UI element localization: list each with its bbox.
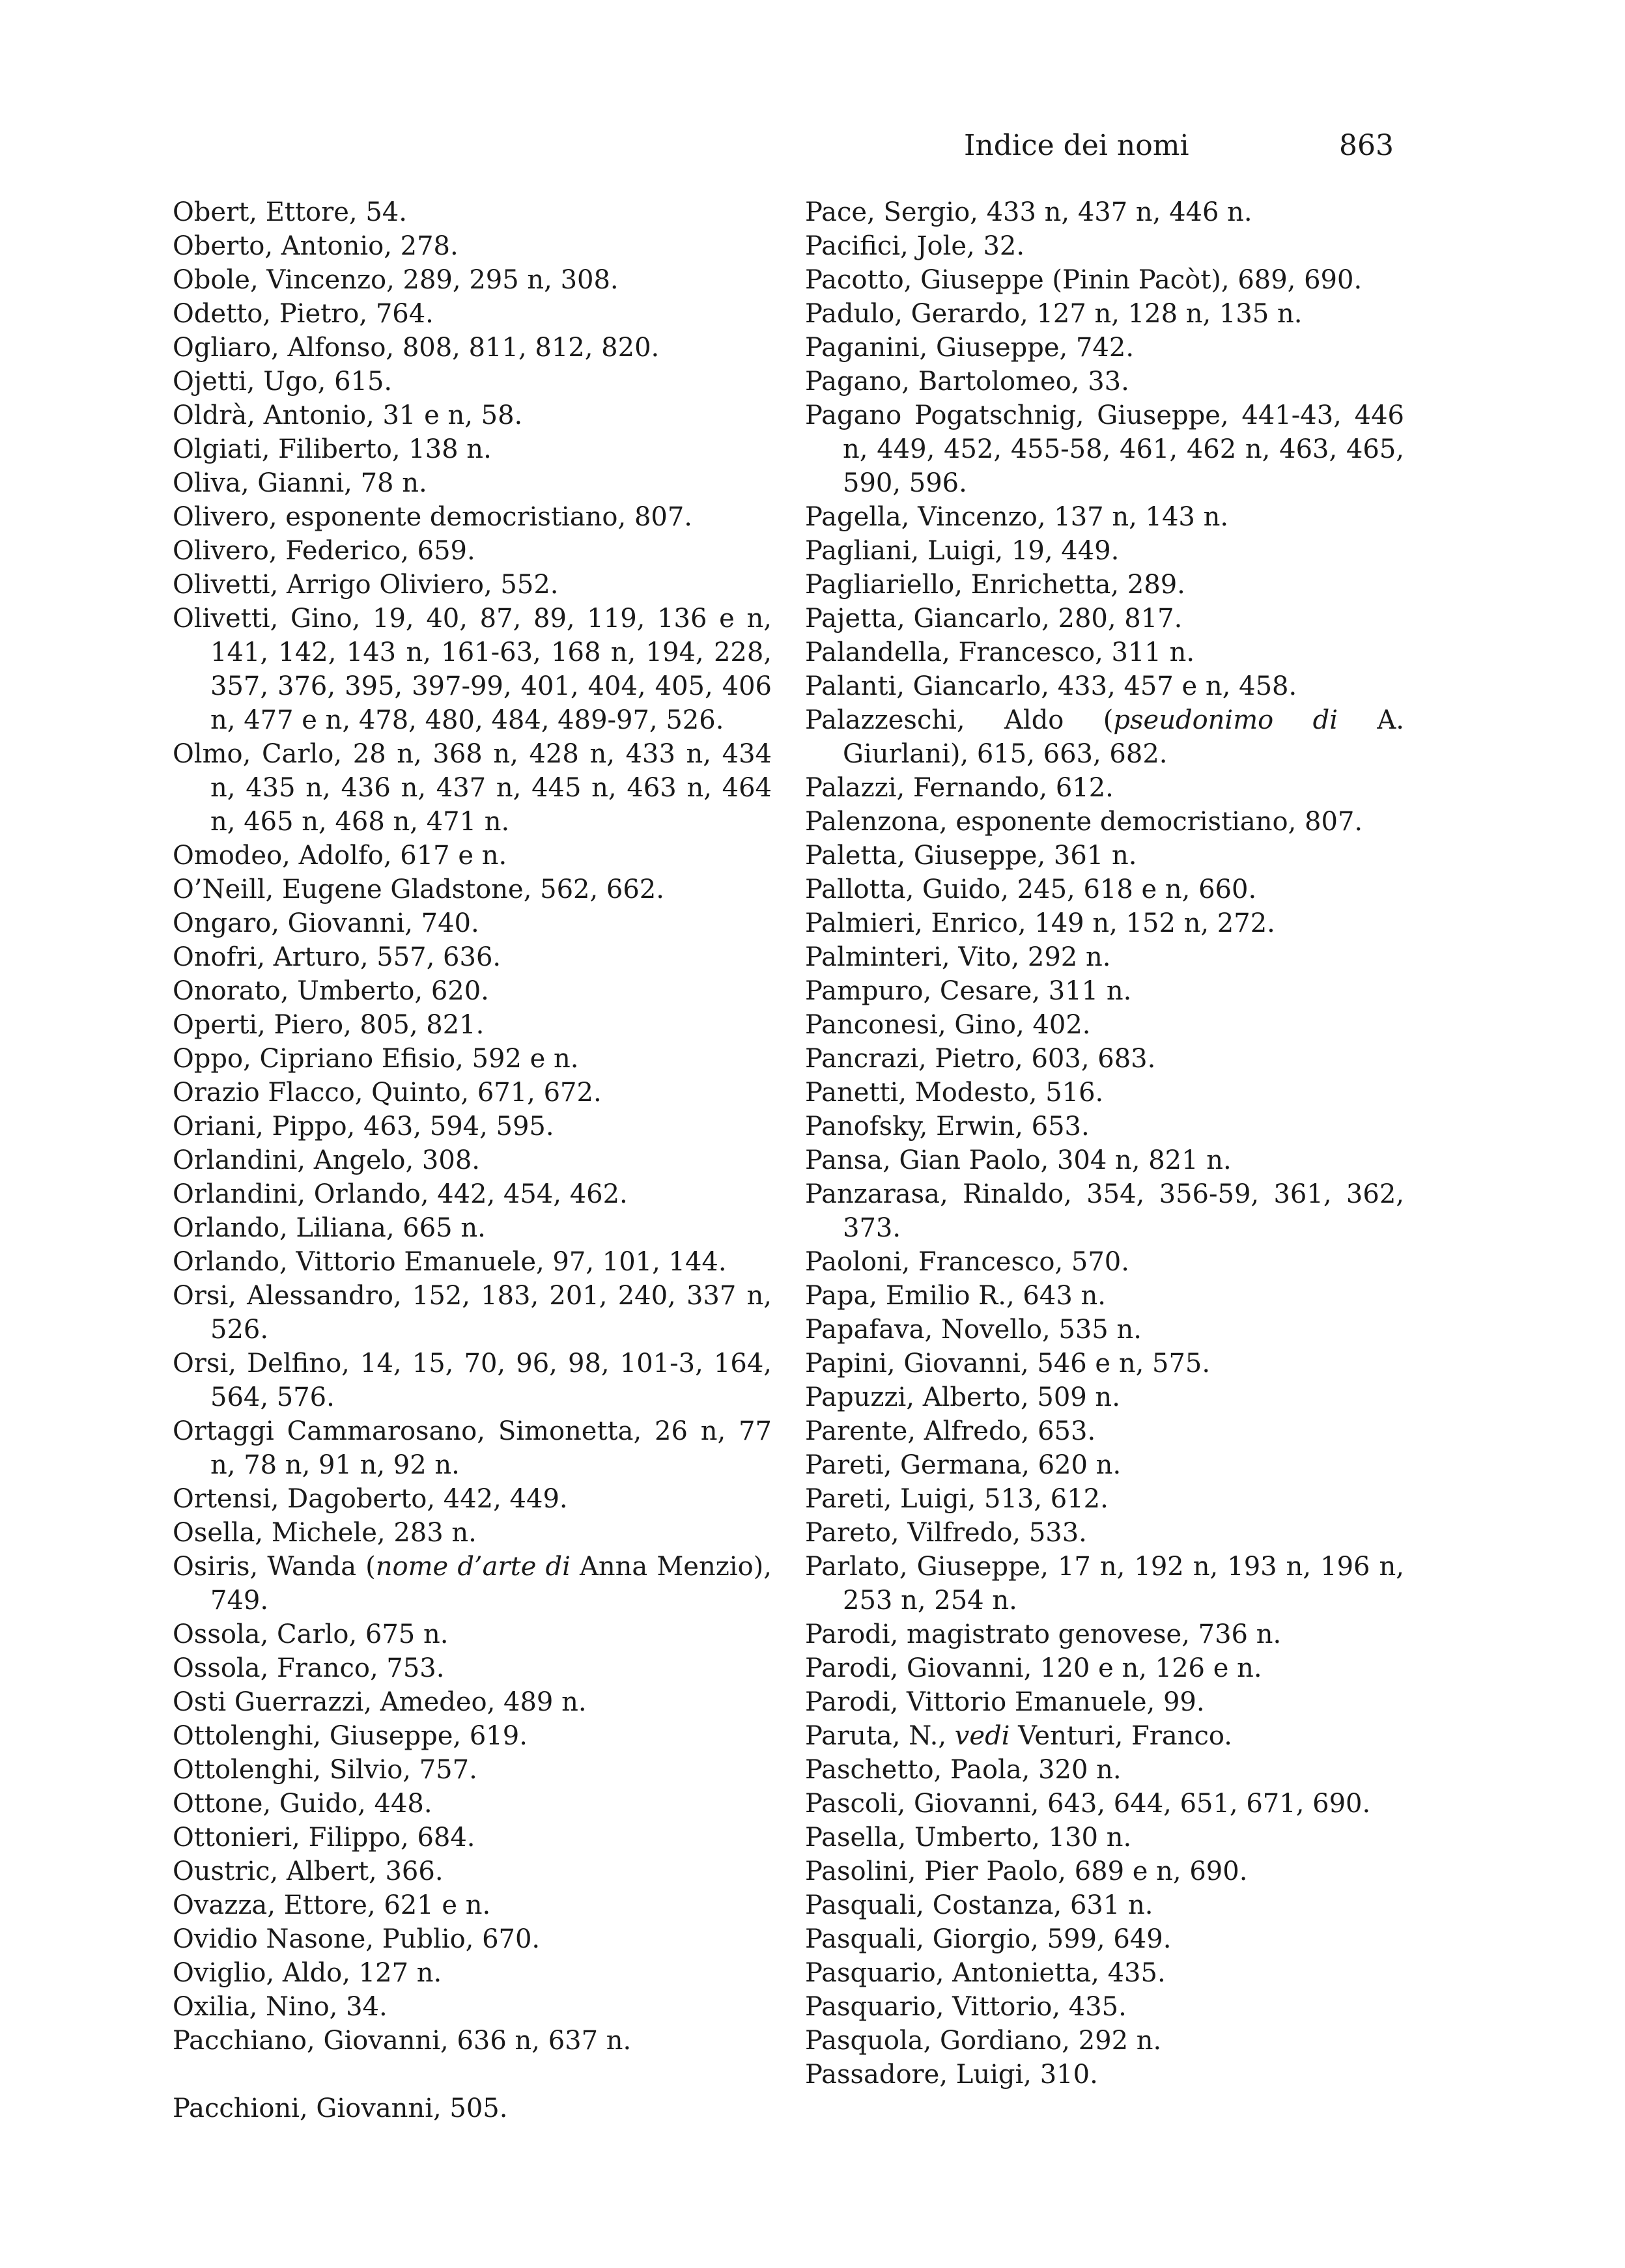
index-entry: Pasolini, Pier Paolo, 689 e n, 690. <box>805 1856 1248 1886</box>
index-entry: Ongaro, Giovanni, 740. <box>173 908 479 938</box>
index-entry: Pareto, Vilfredo, 533. <box>805 1518 1087 1548</box>
page-number: 863 <box>1339 129 1394 162</box>
index-entry: Oviglio, Aldo, 127 n. <box>173 1958 442 1988</box>
entry-italic-text: pseudonimo di <box>1113 705 1338 735</box>
index-entry: Onofri, Arturo, 557, 636. <box>173 942 502 972</box>
index-entry: Papa, Emilio R., 643 n. <box>805 1281 1106 1311</box>
index-entry: Olivetti, Gino, 19, 40, 87, 89, 119, 136 e n, 141, 142, 143 n, 161-63, 168 n, 194, 228, 357, 376, 395, 397-99, 401, 404, 405, 406 n, 477 e n, 478, 480, 484, 489-97, 526. <box>173 604 772 735</box>
index-entry: Papini, Giovanni, 546 e n, 575. <box>805 1349 1211 1379</box>
index-entry: Pascoli, Giovanni, 643, 644, 651, 671, 690. <box>805 1789 1371 1819</box>
index-entry: Pansa, Gian Paolo, 304 n, 821 n. <box>805 1145 1232 1175</box>
index-entry: Pagliariello, Enrichetta, 289. <box>805 570 1185 600</box>
index-entry: Paganini, Giuseppe, 742. <box>805 333 1135 363</box>
index-entry: Pasquali, Giorgio, 599, 649. <box>805 1924 1172 1954</box>
index-entry: Obert, Ettore, 54. <box>173 197 407 227</box>
entry-text: Anna Menzio), 749. <box>210 1552 772 1616</box>
index-entry: Ottolenghi, Silvio, 757. <box>173 1755 477 1785</box>
index-entry: Pagella, Vincenzo, 137 n, 143 n. <box>805 502 1229 532</box>
index-entry: Pasquali, Costanza, 631 n. <box>805 1890 1153 1920</box>
index-entry: Olivero, Federico, 659. <box>173 536 475 566</box>
index-entry: Orlandini, Orlando, 442, 454, 462. <box>173 1179 628 1209</box>
index-entry: Papafava, Novello, 535 n. <box>805 1315 1142 1345</box>
index-entry: Pancrazi, Pietro, 603, 683. <box>805 1044 1156 1074</box>
index-entry: Osti Guerrazzi, Amedeo, 489 n. <box>173 1687 587 1717</box>
index-entry: Obole, Vincenzo, 289, 295 n, 308. <box>173 265 619 295</box>
index-entry: Pasquario, Vittorio, 435. <box>805 1992 1127 2022</box>
index-entry: Olivetti, Arrigo Oliviero, 552. <box>173 570 559 600</box>
index-entry: Ortensi, Dagoberto, 442, 449. <box>173 1484 568 1514</box>
index-entry: Panetti, Modesto, 516. <box>805 1078 1104 1108</box>
index-entry: Omodeo, Adolfo, 617 e n. <box>173 841 507 871</box>
index-entry: Parlato, Giuseppe, 17 n, 192 n, 193 n, 196 n, 253 n, 254 n. <box>805 1552 1404 1616</box>
index-entry: Ogliaro, Alfonso, 808, 811, 812, 820. <box>173 333 660 363</box>
index-entry: Oriani, Pippo, 463, 594, 595. <box>173 1112 554 1141</box>
index-entry: Ovazza, Ettore, 621 e n. <box>173 1890 491 1920</box>
index-entry: Orazio Flacco, Quinto, 671, 672. <box>173 1078 602 1108</box>
index-entry <box>805 1719 1404 1753</box>
index-entry: Pace, Sergio, 433 n, 437 n, 446 n. <box>805 197 1252 227</box>
index-entry: Oxilia, Nino, 34. <box>173 1992 388 2022</box>
entry-text: A. Giurlani), 615, 663, 682. <box>843 705 1404 769</box>
index-entry: Pagliani, Luigi, 19, 449. <box>805 536 1120 566</box>
index-entry: Ossola, Carlo, 675 n. <box>173 1619 449 1649</box>
index-entry: Pasquola, Gordiano, 292 n. <box>805 2026 1162 2056</box>
index-entry: Orlando, Vittorio Emanuele, 97, 101, 144. <box>173 1247 727 1277</box>
running-header <box>814 128 1394 173</box>
index-entry: Ottone, Guido, 448. <box>173 1789 432 1819</box>
index-entry: Pacchioni, Giovanni, 505. <box>173 2093 508 2123</box>
index-entry: Oldrà, Antonio, 31 e n, 58. <box>173 400 523 430</box>
index-entry: Pajetta, Giancarlo, 280, 817. <box>805 604 1183 634</box>
index-entry: Oberto, Antonio, 278. <box>173 231 459 261</box>
index-entry <box>805 703 1404 771</box>
index-entry: Ottonieri, Filippo, 684. <box>173 1823 475 1853</box>
index-entry: Pacchiano, Giovanni, 636 n, 637 n. <box>173 2026 632 2056</box>
index-entry: Panzarasa, Rinaldo, 354, 356-59, 361, 362, 373. <box>805 1179 1404 1243</box>
index-entry: Osella, Michele, 283 n. <box>173 1518 477 1548</box>
index-entry: Pagano, Bartolomeo, 33. <box>805 367 1129 397</box>
index-entry: Orlandini, Angelo, 308. <box>173 1145 480 1175</box>
index-entry: Palenzona, esponente democristiano, 807. <box>805 807 1363 837</box>
index-entry: Parente, Alfredo, 653. <box>805 1416 1096 1446</box>
index-entry: Olivero, esponente democristiano, 807. <box>173 502 693 532</box>
index-entry: Pacotto, Giuseppe (Pinin Pacòt), 689, 690. <box>805 265 1363 295</box>
index-entry: Passadore, Luigi, 310. <box>805 2060 1098 2090</box>
index-entry: Olgiati, Filiberto, 138 n. <box>173 434 492 464</box>
entry-text: Palazzeschi, Aldo ( <box>805 705 1114 735</box>
index-entry: Ossola, Franco, 753. <box>173 1653 445 1683</box>
index-entry: Panconesi, Gino, 402. <box>805 1010 1091 1040</box>
index-entry: Palminteri, Vito, 292 n. <box>805 942 1111 972</box>
index-entry: Parodi, magistrato genovese, 736 n. <box>805 1619 1282 1649</box>
index-entry: Padulo, Gerardo, 127 n, 128 n, 135 n. <box>805 299 1303 329</box>
running-title: Indice dei nomi <box>964 129 1189 162</box>
entry-text: Paruta, N., <box>805 1721 955 1751</box>
index-entry: Oustric, Albert, 366. <box>173 1856 444 1886</box>
index-entry: Olmo, Carlo, 28 n, 368 n, 428 n, 433 n, 434 n, 435 n, 436 n, 437 n, 445 n, 463 n, 464 n, 465 n, 468 n, 471 n. <box>173 739 772 837</box>
index-entry: Ovidio Nasone, Publio, 670. <box>173 1924 541 1954</box>
index-entry: Ortaggi Cammarosano, Simonetta, 26 n, 77 n, 78 n, 91 n, 92 n. <box>173 1416 772 1480</box>
index-entry: Pallotta, Guido, 245, 618 e n, 660. <box>805 875 1257 904</box>
index-entry: Ojetti, Ugo, 615. <box>173 367 393 397</box>
entry-italic-text: nome d’arte di <box>375 1552 571 1582</box>
index-entry: Parodi, Vittorio Emanuele, 99. <box>805 1687 1205 1717</box>
index-entry: Palmieri, Enrico, 149 n, 152 n, 272. <box>805 908 1275 938</box>
index-entry: Pagano Pogatschnig, Giuseppe, 441-43, 446 n, 449, 452, 455-58, 461, 462 n, 463, 465, 590, 596. <box>805 400 1404 498</box>
index-entry: Orlando, Liliana, 665 n. <box>173 1213 486 1243</box>
index-entry: Operti, Piero, 805, 821. <box>173 1010 485 1040</box>
index-entry: Pasella, Umberto, 130 n. <box>805 1823 1132 1853</box>
index-entry: Oppo, Cipriano Efisio, 592 e n. <box>173 1044 579 1074</box>
index-entry: Palanti, Giancarlo, 433, 457 e n, 458. <box>805 671 1297 701</box>
index-entry: Odetto, Pietro, 764. <box>173 299 434 329</box>
index-entry: Onorato, Umberto, 620. <box>173 976 489 1006</box>
index-entry: Paschetto, Paola, 320 n. <box>805 1755 1122 1785</box>
index-entry: Pareti, Germana, 620 n. <box>805 1450 1122 1480</box>
index-entry: Parodi, Giovanni, 120 e n, 126 e n. <box>805 1653 1262 1683</box>
index-column-right <box>805 195 1404 2092</box>
index-entry: Pacifici, Jole, 32. <box>805 231 1025 261</box>
entry-text: Venturi, Franco. <box>1010 1721 1232 1751</box>
index-entry: Paletta, Giuseppe, 361 n. <box>805 841 1137 871</box>
entry-italic-text: vedi <box>954 1721 1010 1751</box>
index-entry: Ottolenghi, Giuseppe, 619. <box>173 1721 528 1751</box>
index-entry: Orsi, Alessandro, 152, 183, 201, 240, 337 n, 526. <box>173 1281 772 1345</box>
index-entry: Panofsky, Erwin, 653. <box>805 1112 1090 1141</box>
index-entry: Pampuro, Cesare, 311 n. <box>805 976 1132 1006</box>
index-entry: Paoloni, Francesco, 570. <box>805 1247 1129 1277</box>
index-entry: Palandella, Francesco, 311 n. <box>805 637 1195 667</box>
index-entry: Palazzi, Fernando, 612. <box>805 773 1114 803</box>
entry-text: Osiris, Wanda ( <box>173 1552 376 1582</box>
index-entry: Papuzzi, Alberto, 509 n. <box>805 1382 1120 1412</box>
index-column-left <box>173 195 772 2125</box>
index-entry: O’Neill, Eugene Gladstone, 562, 662. <box>173 875 664 904</box>
index-entry: Pareti, Luigi, 513, 612. <box>805 1484 1109 1514</box>
index-entry: Pasquario, Antonietta, 435. <box>805 1958 1166 1988</box>
index-entry: Oliva, Gianni, 78 n. <box>173 468 427 498</box>
index-entry <box>173 1550 772 1617</box>
index-entry: Orsi, Delfino, 14, 15, 70, 96, 98, 101-3, 164, 564, 576. <box>173 1349 772 1412</box>
